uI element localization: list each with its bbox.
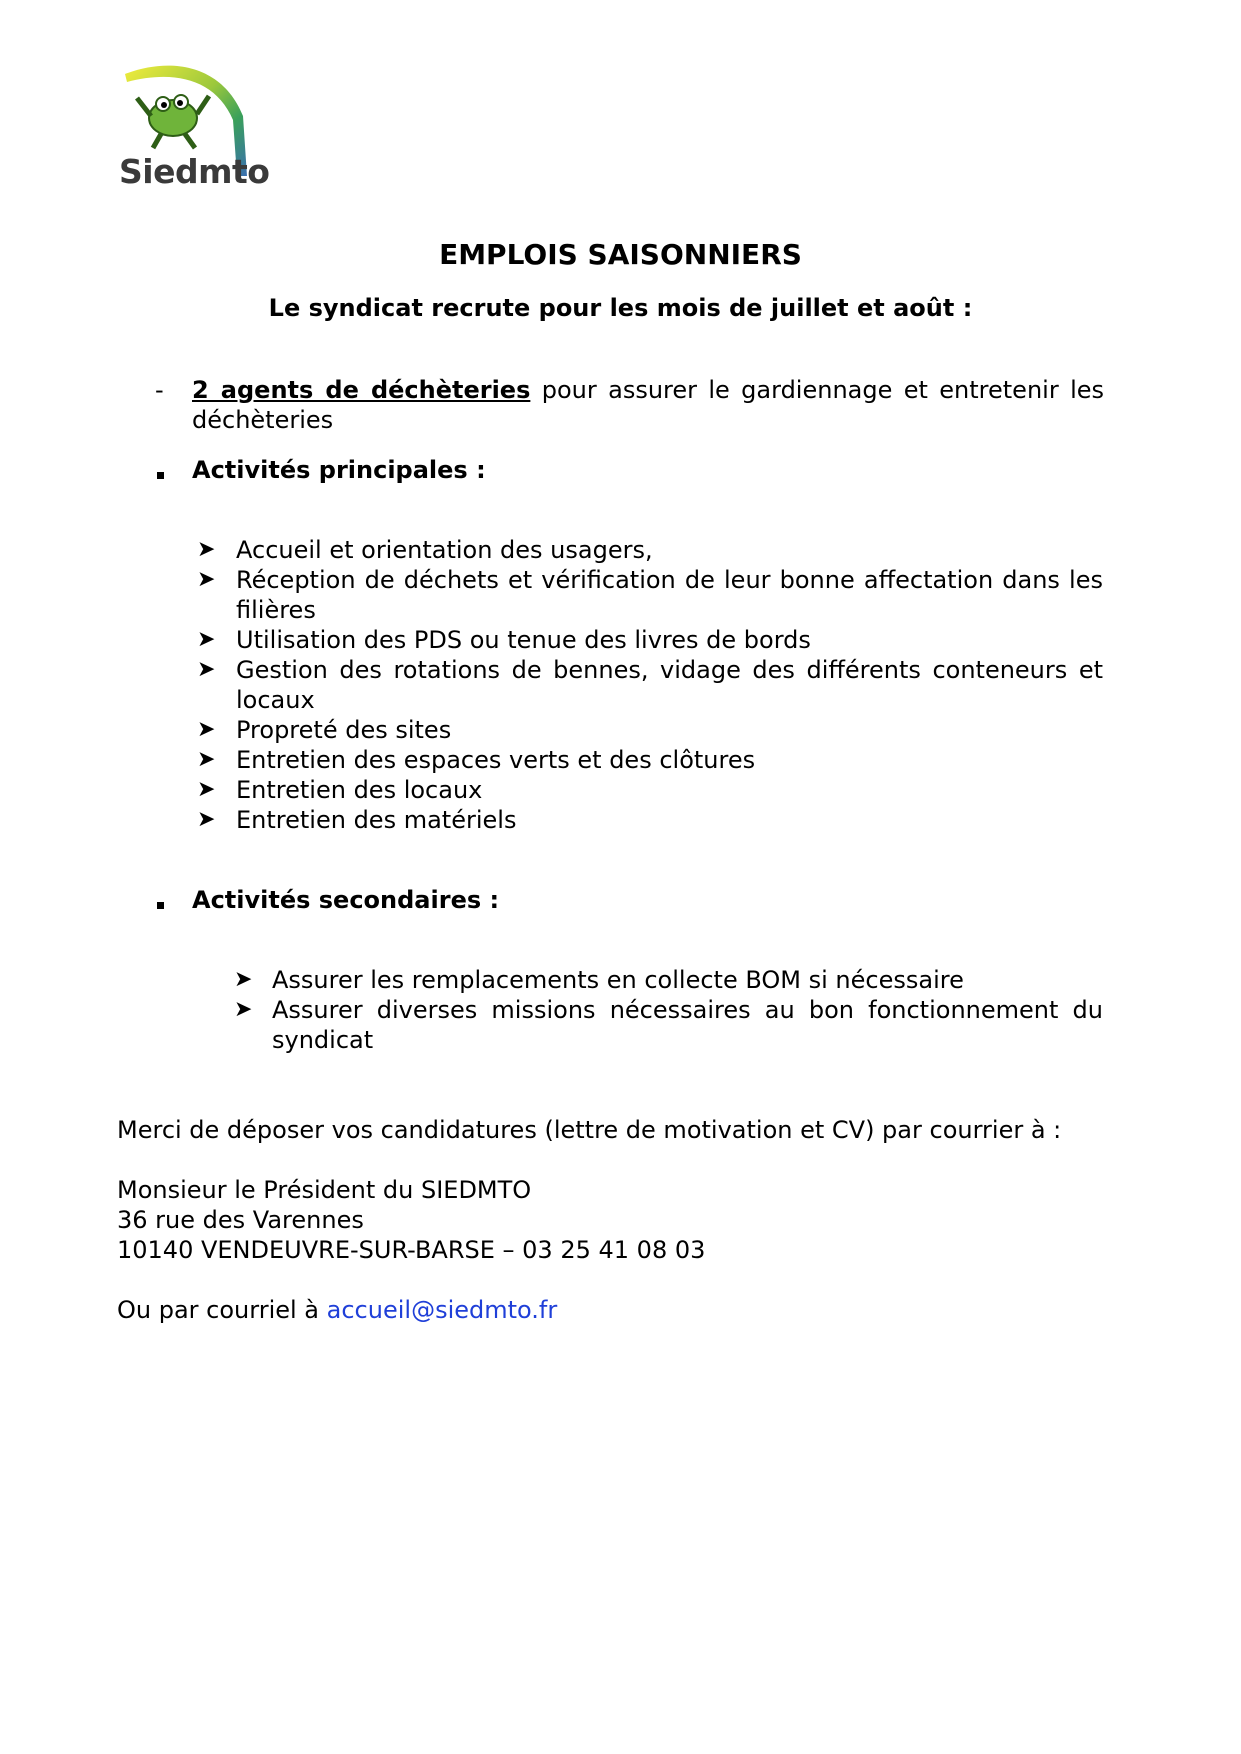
square-bullet (157, 472, 164, 479)
address-line-3: 10140 VENDEUVRE-SUR-BARSE – 03 25 41 08 03 (117, 1236, 706, 1264)
position-label: 2 agents de déchèteries (192, 376, 531, 404)
arrow-bullet-icon: ➤ (197, 537, 216, 562)
arrow-bullet-icon: ➤ (197, 717, 216, 742)
list-item: Assurer les remplacements en collecte BOM si nécessaire (272, 966, 964, 994)
position-line (192, 375, 1104, 405)
position-continuation: déchèteries (192, 406, 334, 434)
list-item-continuation: filières (236, 596, 316, 624)
email-link[interactable]: accueil@siedmto.fr (326, 1296, 558, 1324)
address-line-2: 36 rue des Varennes (117, 1206, 364, 1234)
square-bullet (157, 902, 164, 909)
list-item: Accueil et orientation des usagers, (236, 536, 653, 564)
secondary-activities-heading: Activités secondaires : (192, 886, 500, 914)
arrow-bullet-icon: ➤ (197, 747, 216, 772)
application-intro: Merci de déposer vos candidatures (lettre de motivation et CV) par courrier à : (117, 1116, 1062, 1144)
arrow-bullet-icon: ➤ (197, 777, 216, 802)
list-item: Propreté des sites (236, 716, 452, 744)
arrow-bullet-icon: ➤ (197, 567, 216, 592)
list-item: Gestion des rotations de bennes, vidage des différents conteneurs et (236, 656, 1103, 684)
list-item-continuation: syndicat (272, 1026, 374, 1054)
list-item: Assurer diverses missions nécessaires au bon fonctionnement du (272, 996, 1103, 1024)
list-item: Entretien des locaux (236, 776, 483, 804)
email-line (117, 1295, 557, 1325)
position-description: pour assurer le gardiennage et entretenir les (541, 376, 1105, 404)
list-item: Entretien des matériels (236, 806, 517, 834)
list-item: Entretien des espaces verts et des clôtures (236, 746, 756, 774)
page-title: EMPLOIS SAISONNIERS (439, 238, 802, 271)
arrow-bullet-icon: ➤ (234, 967, 253, 992)
list-item-continuation: locaux (236, 686, 315, 714)
siedmto-logo (103, 56, 273, 196)
main-activities-heading: Activités principales : (192, 456, 486, 484)
arrow-bullet-icon: ➤ (197, 627, 216, 652)
logo-text: Siedmto (119, 152, 270, 191)
list-item: Utilisation des PDS ou tenue des livres de bords (236, 626, 811, 654)
email-prefix: Ou par courriel à (117, 1296, 320, 1324)
address-line-1: Monsieur le Président du SIEDMTO (117, 1176, 532, 1204)
list-item: Réception de déchets et vérification de leur bonne affectation dans les (236, 566, 1103, 594)
page-subtitle: Le syndicat recrute pour les mois de juillet et août : (268, 294, 973, 322)
dash-bullet: - (155, 376, 164, 404)
arrow-bullet-icon: ➤ (234, 997, 253, 1022)
arrow-bullet-icon: ➤ (197, 807, 216, 832)
arrow-bullet-icon: ➤ (197, 657, 216, 682)
